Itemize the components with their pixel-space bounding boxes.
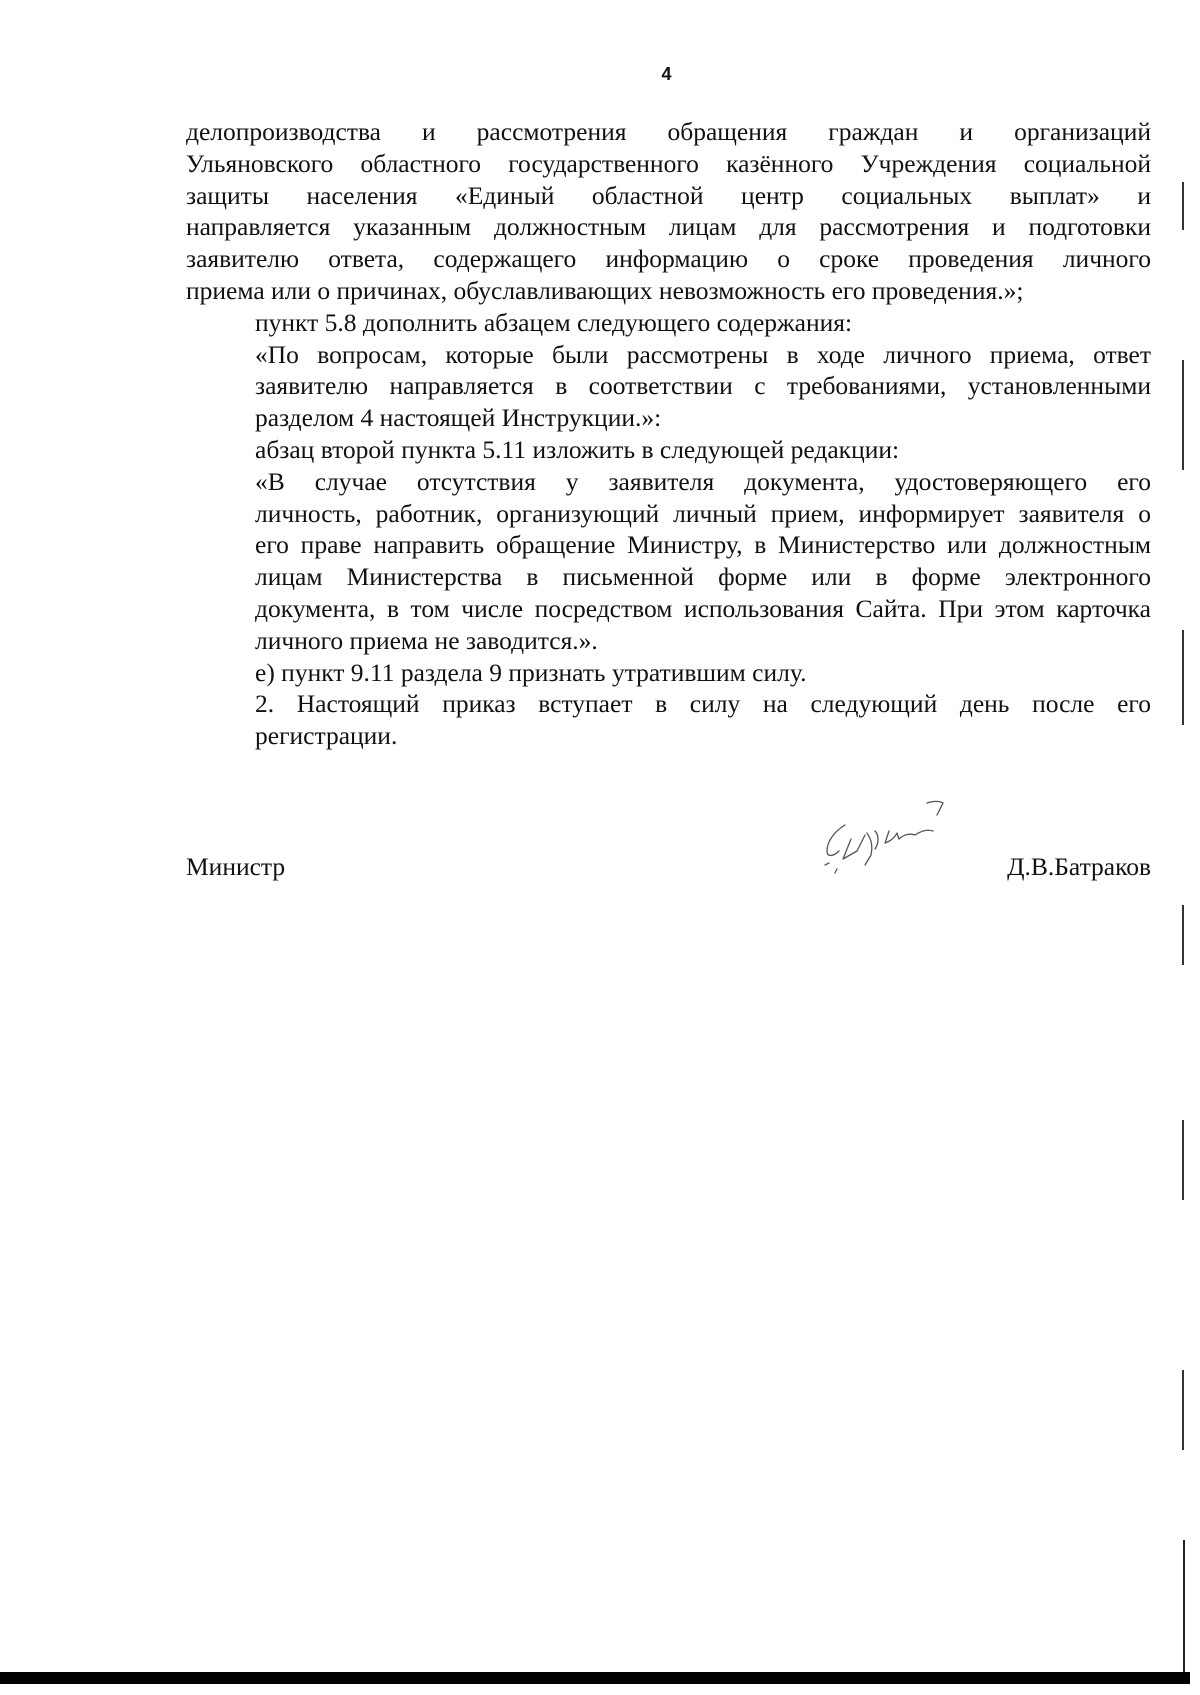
position-title: Министр	[186, 852, 286, 881]
text-line: защиты населения «Единый областной центр социальных выплат» и	[186, 180, 1151, 210]
text-line: делопроизводства и рассмотрения обращения граждан и организаций	[186, 117, 1151, 146]
page-number: 4	[661, 64, 672, 84]
text-line: 2. Настоящий приказ вступает в силу на следующий день после его	[255, 689, 1151, 719]
text-line: личного приема не заводится.».	[255, 625, 598, 655]
text-line: заявителю ответа, содержащего информацию о сроке проведения личного	[186, 244, 1151, 274]
paragraph-p3	[186, 339, 1151, 434]
text-line: направляется указанным должностным лицам для рассмотрения и подготовки	[186, 212, 1151, 242]
text-line: личность, работник, организующий личный прием, информирует заявителя о	[255, 498, 1151, 528]
text-line: «В случае отсутствия у заявителя документа, удостоверяющего его	[255, 466, 1151, 496]
text-line: его праве направить обращение Министру, в Министерство или должностным	[255, 530, 1151, 560]
text-line: регистрации.	[255, 721, 398, 751]
signer-name: Д.В.Батраков	[1007, 852, 1151, 881]
paragraph-p2	[186, 307, 1151, 339]
text-line: абзац второй пункта 5.11 изложить в следующей редакции:	[255, 434, 900, 464]
scan-bottom-border	[0, 1672, 1190, 1684]
text-line: разделом 4 настоящей Инструкции.»:	[255, 403, 662, 433]
paragraph-p5	[186, 466, 1151, 657]
scan-edge-mark	[1182, 360, 1184, 470]
paragraph-p4	[186, 434, 1151, 466]
paragraph-p6	[186, 657, 1151, 689]
text-line: лицам Министерства в письменной форме или в форме электронного	[255, 562, 1151, 592]
scan-edge-mark	[1182, 1370, 1184, 1450]
scan-edge-mark	[1182, 182, 1184, 230]
text-line: пункт 5.8 дополнить абзацем следующего содержания:	[255, 307, 853, 337]
text-line: заявителю направляется в соответствии с требованиями, установленными	[255, 371, 1151, 401]
scan-edge-line	[1183, 1540, 1185, 1675]
text-line: Ульяновского областного государственного казённого Учреждения социальной	[186, 148, 1151, 178]
text-line: «По вопросам, которые были рассмотрены в ходе личного приема, ответ	[255, 339, 1151, 369]
document-body	[186, 116, 1151, 752]
paragraph-p7	[186, 688, 1151, 752]
scan-edge-mark	[1182, 1120, 1184, 1200]
text-line: приема или о причинах, обуславливающих невозможность его проведения.»;	[186, 275, 1024, 305]
text-line: е) пункт 9.11 раздела 9 признать утратившим силу.	[255, 657, 807, 687]
text-line: документа, в том числе посредством использования Сайта. При этом карточка	[255, 593, 1151, 623]
paragraph-p1	[186, 116, 1151, 307]
scan-edge-mark	[1182, 630, 1184, 725]
signature-row	[186, 852, 1151, 892]
scan-edge-mark	[1182, 905, 1184, 965]
